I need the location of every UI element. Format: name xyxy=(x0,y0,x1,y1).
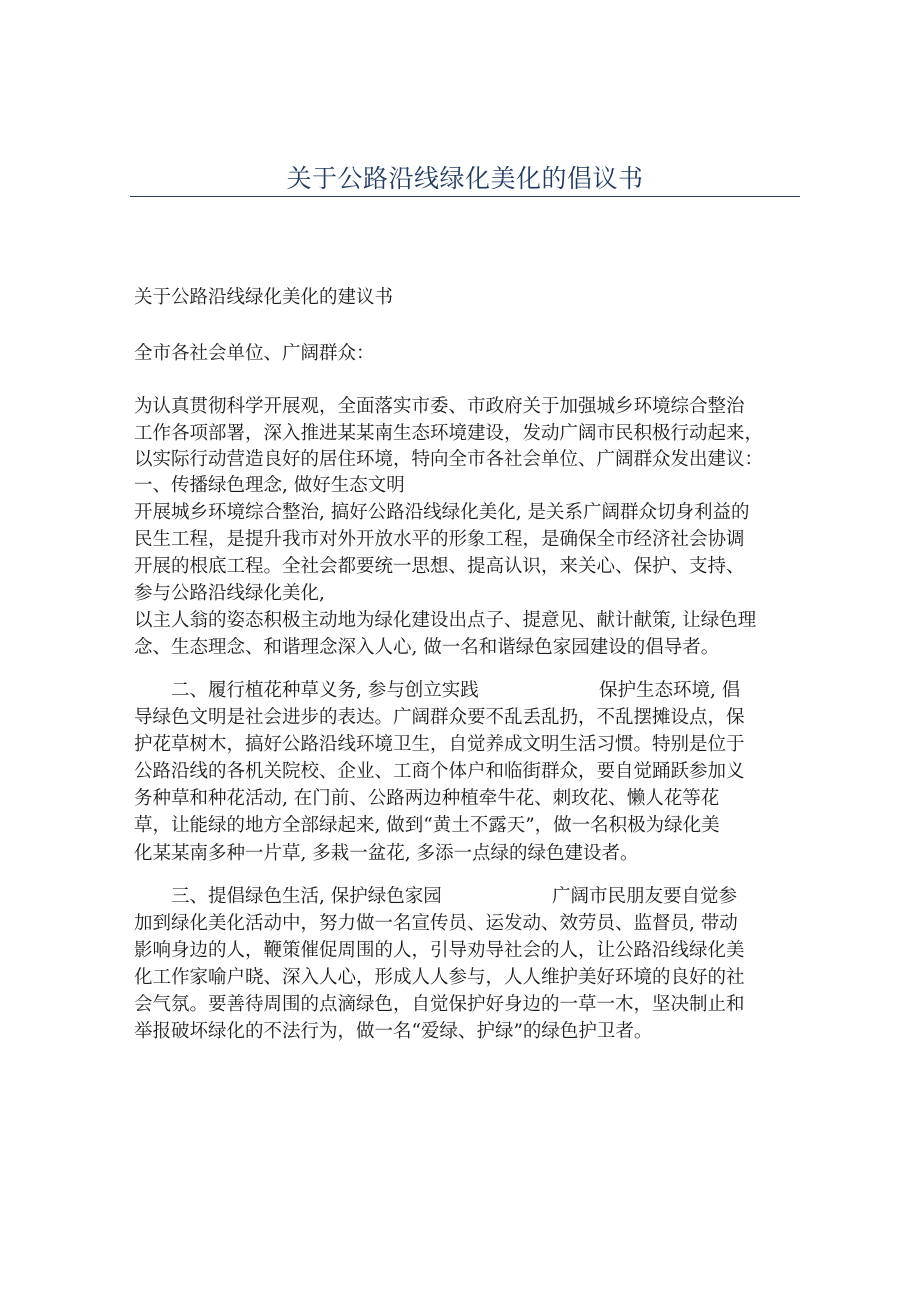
paragraph-line: 影响身边的人，鞭策催促周围的人，引导劝导社会的人，让公路沿线绿化美 xyxy=(134,940,745,961)
paragraph-line: 化某某南多种一片草, 多栽一盆花, 多添一点绿的绿色建设者。 xyxy=(134,843,639,864)
paragraph-line: 草，让能绿的地方全部绿起来, 做到“黄土不露天”，做一名积极为绿化美 xyxy=(134,815,720,836)
section-heading-3: 三、提倡绿色生活, 保护绿色家园 xyxy=(171,886,442,907)
paragraph-line: 举报破坏绿化的不法行为，做一名“爱绿、护绿”的绿色护卫者。 xyxy=(134,1021,653,1042)
document-title: 关于公路沿线绿化美化的倡议书 xyxy=(286,164,644,193)
paragraph-line: 务种草和种花活动, 在门前、公路两边种植牵牛花、刺玫花、懒人花等花 xyxy=(134,788,720,809)
salutation: 全市各社会单位、广阔群众： xyxy=(134,343,375,364)
paragraph-line: 为认真贯彻科学开展观，全面落实市委、市政府关于加强城乡环境综合整治 xyxy=(134,396,745,417)
title-underline xyxy=(130,196,800,197)
paragraph-line: 会气氛。要善待周围的点滴绿色，自觉保护好身边的一草一木，坚决制止和 xyxy=(134,994,745,1015)
paragraph-line: 工作各项部署，深入推进某某南生态环境建设，发动广阔市民积极行动起来， xyxy=(134,423,764,444)
paragraph-line: 化工作家喻户晓、深入人心，形成人人参与，人人维护美好环境的良好的社 xyxy=(134,967,745,988)
subtitle: 关于公路沿线绿化美化的建议书 xyxy=(134,287,394,308)
paragraph-line: 民生工程，是提升我市对外开放水平的形象工程，是确保全市经济社会协调 xyxy=(134,529,745,550)
paragraph-line: 参与公路沿线绿化美化, xyxy=(134,583,325,604)
paragraph-line: 公路沿线的各机关院校、企业、工商个体户和临街群众，要自觉踊跃参加义 xyxy=(134,761,745,782)
paragraph-line: 导绿色文明是社会进步的表达。广阔群众要不乱丢乱扔，不乱摆摊设点，保 xyxy=(134,707,745,728)
paragraph-line: 护花草树木，搞好公路沿线环境卫生，自觉养成文明生活习惯。特别是位于 xyxy=(134,734,745,755)
paragraph-line: 开展的根底工程。全社会都要统一思想、提高认识，来关心、保护、支持、 xyxy=(134,556,745,577)
section-heading-2: 二、履行植花种草义务, 参与创立实践 xyxy=(171,680,479,701)
paragraph-line: 念、生态理念、和谐理念深入人心, 做一名和谐绿色家园建设的倡导者。 xyxy=(134,637,720,658)
paragraph-line: 以实际行动营造良好的居住环境，特向全市各社会单位、广阔群众发出建议： xyxy=(134,449,764,470)
section-heading-1: 一、传播绿色理念, 做好生态文明 xyxy=(134,475,405,496)
paragraph-line: 开展城乡环境综合整治, 搞好公路沿线绿化美化, 是关系广阔群众切身利益的 xyxy=(134,502,750,523)
paragraph-line: 广阔市民朋友要自觉参 xyxy=(552,886,738,907)
paragraph-line: 加到绿化美化活动中，努力做一名宣传员、运发动、效劳员、监督员, 带动 xyxy=(134,913,738,934)
paragraph-line: 以主人翁的姿态积极主动地为绿化建设出点子、提意见、献计献策, 让绿色理 xyxy=(134,610,757,631)
paragraph-line: 保护生态环境, 倡 xyxy=(599,680,741,701)
